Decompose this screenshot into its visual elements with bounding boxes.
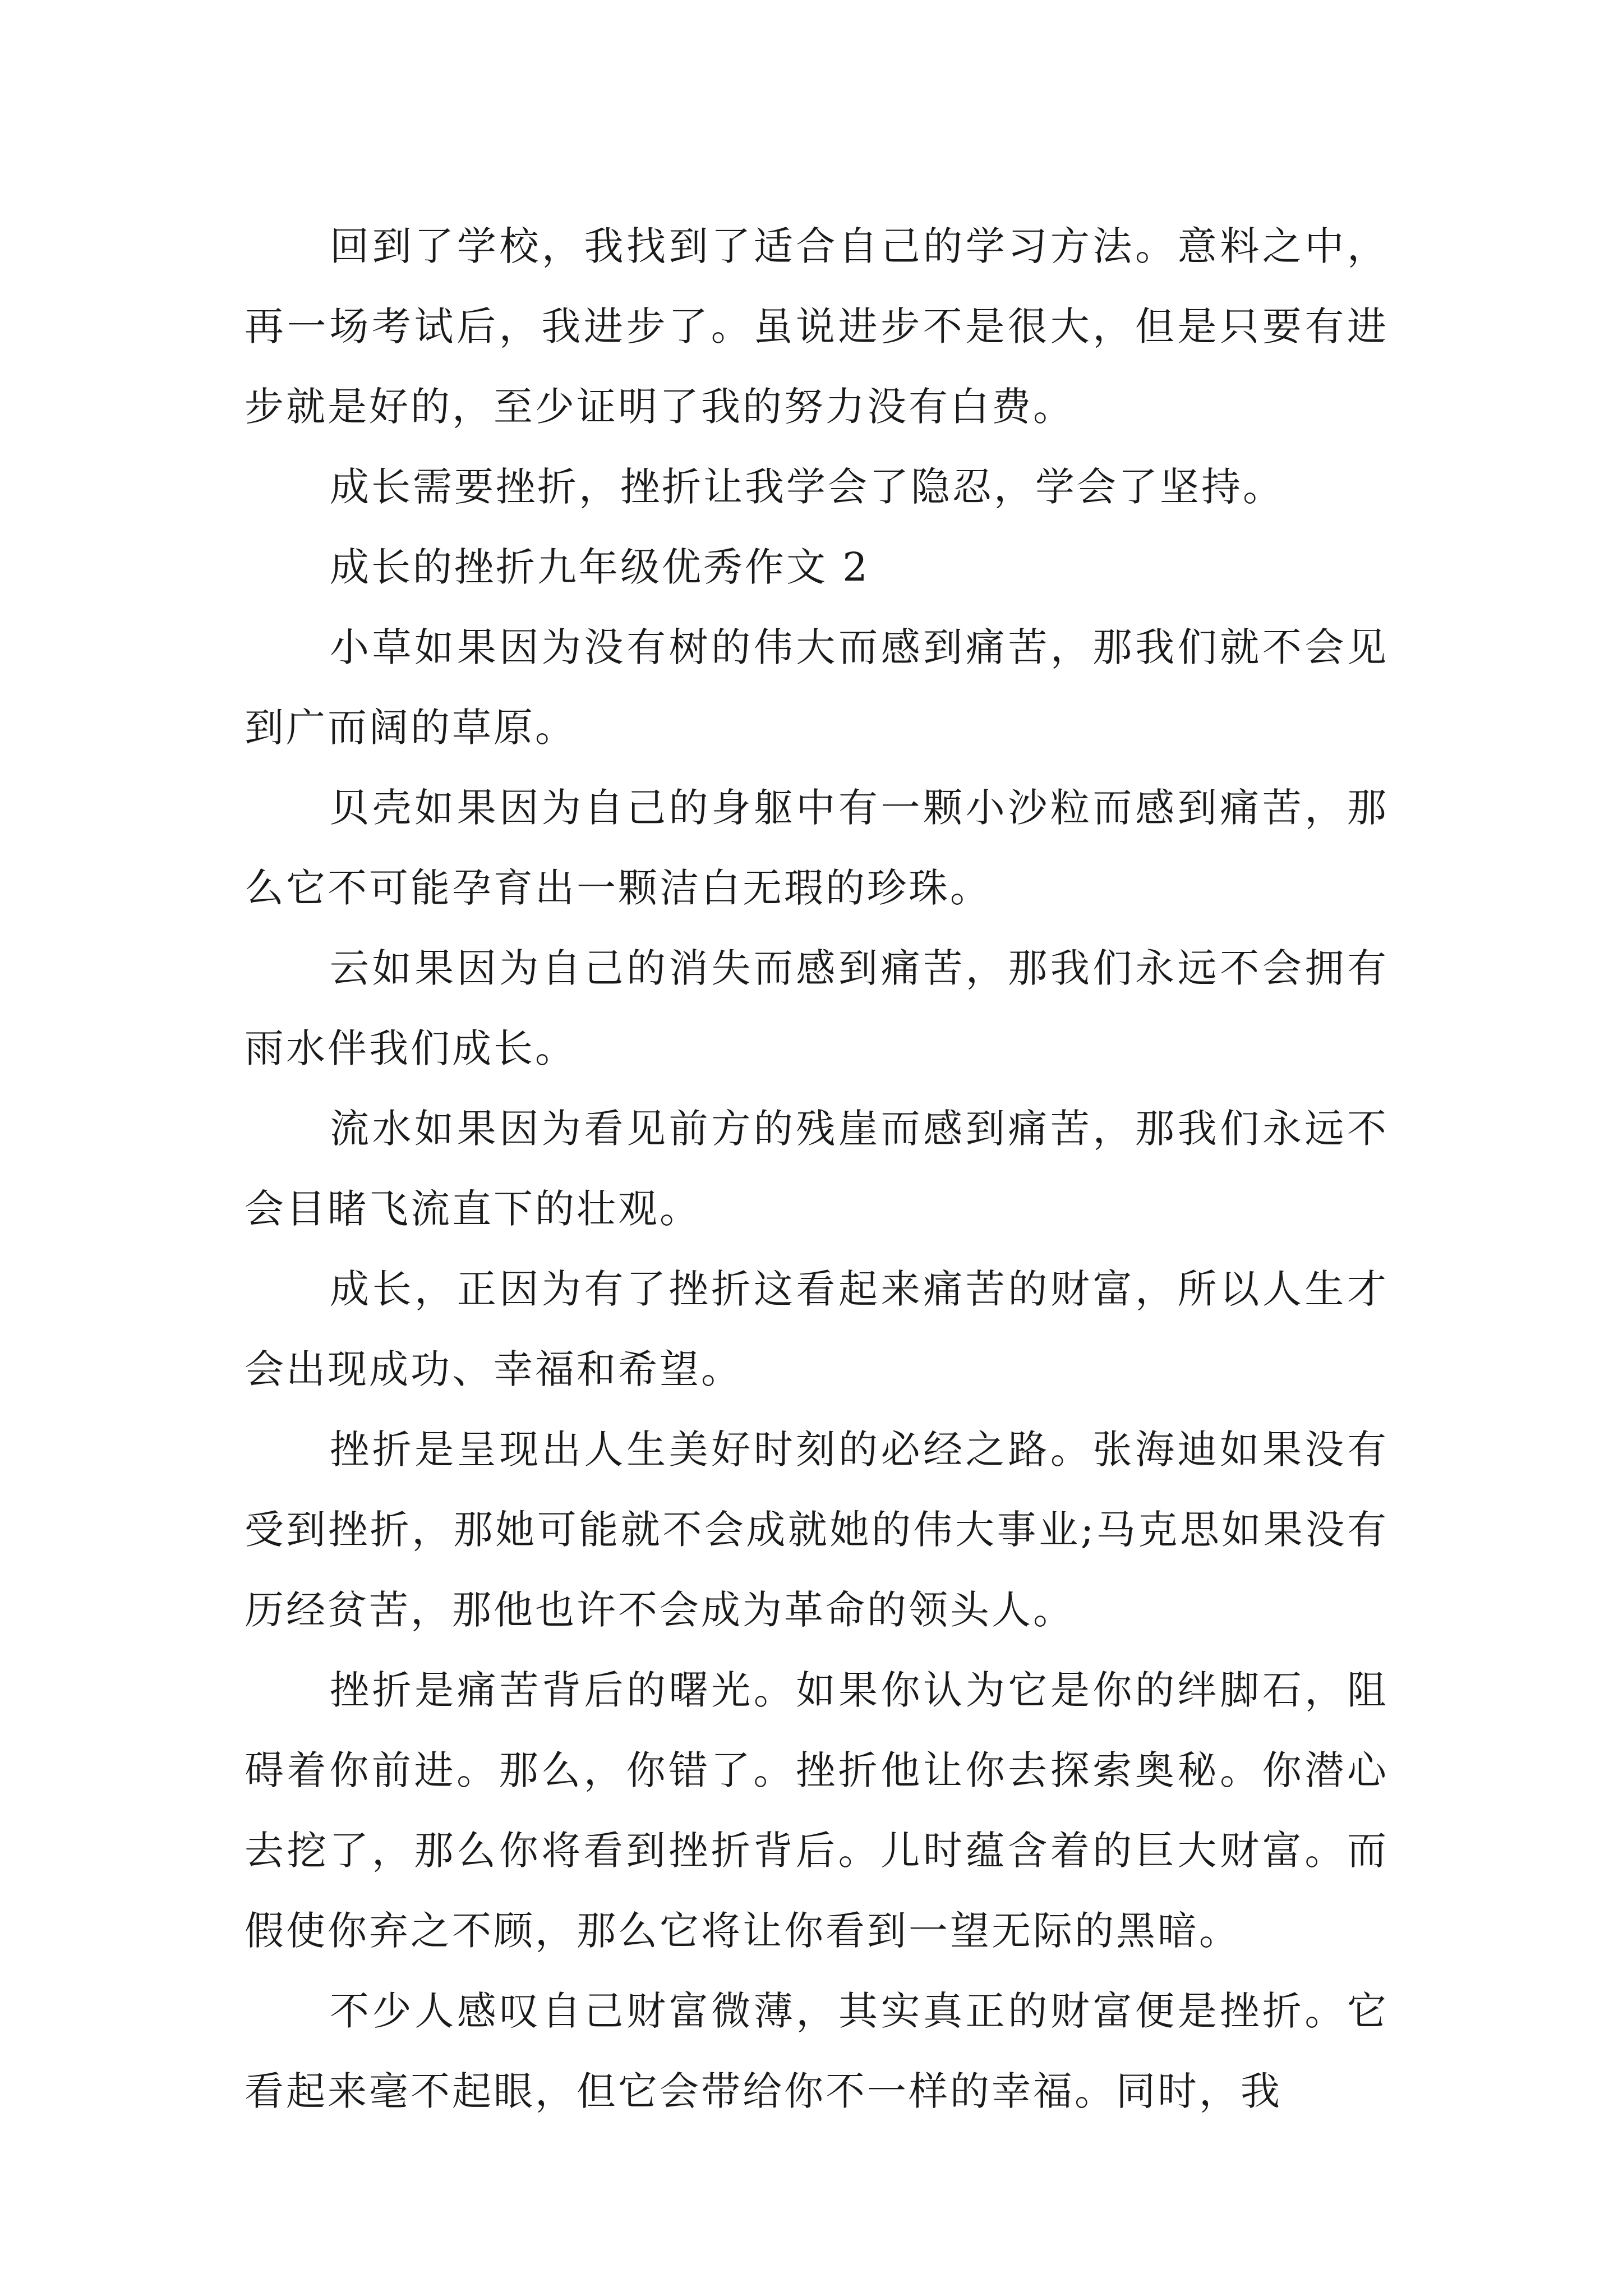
paragraph-7: 成长，正因为有了挫折这看起来痛苦的财富，所以人生才会出现成功、幸福和希望。 bbox=[245, 1266, 1389, 1392]
paragraph-4: 贝壳如果因为自己的身躯中有一颗小沙粒而感到痛苦，那么它不可能孕育出一颗洁白无瑕的珍珠。 bbox=[245, 785, 1389, 911]
paragraph-3: 小草如果因为没有树的伟大而感到痛苦，那我们就不会见到广而阔的草原。 bbox=[245, 624, 1389, 751]
paragraph-2: 成长需要挫折，挫折让我学会了隐忍，学会了坚持。 bbox=[330, 464, 1284, 510]
paragraph-8: 挫折是呈现出人生美好时刻的必经之路。张海迪如果没有受到挫折，那她可能就不会成就她的伟大事业;马克思如果没有历经贫苦，那他也许不会成为革命的领头人。 bbox=[245, 1427, 1389, 1633]
paragraph-6: 流水如果因为看见前方的残崖而感到痛苦，那我们永远不会目睹飞流直下的壮观。 bbox=[245, 1106, 1389, 1232]
paragraph-1: 回到了学校，我找到了适合自己的学习方法。意料之中，再一场考试后，我进步了。虽说进步不是很大，但是只要有进步就是好的，至少证明了我的努力没有白费。 bbox=[245, 223, 1389, 430]
paragraph-10: 不少人感叹自己财富微薄，其实真正的财富便是挫折。它看起来毫不起眼，但它会带给你不一样的幸福。同时，我 bbox=[245, 1988, 1389, 2114]
essay-title: 成长的挫折九年级优秀作文 2 bbox=[330, 544, 870, 590]
paragraph-5: 云如果因为自己的消失而感到痛苦，那我们永远不会拥有雨水伴我们成长。 bbox=[245, 945, 1389, 1071]
paragraph-9: 挫折是痛苦背后的曙光。如果你认为它是你的绊脚石，阻碍着你前进。那么，你错了。挫折他让你去探索奥秘。你潜心去挖了，那么你将看到挫折背后。儿时蕴含着的巨大财富。而假使你弃之不顾，那么它将让你看到一望无际的黑暗。 bbox=[245, 1667, 1389, 1954]
essay-body bbox=[245, 206, 1389, 2132]
